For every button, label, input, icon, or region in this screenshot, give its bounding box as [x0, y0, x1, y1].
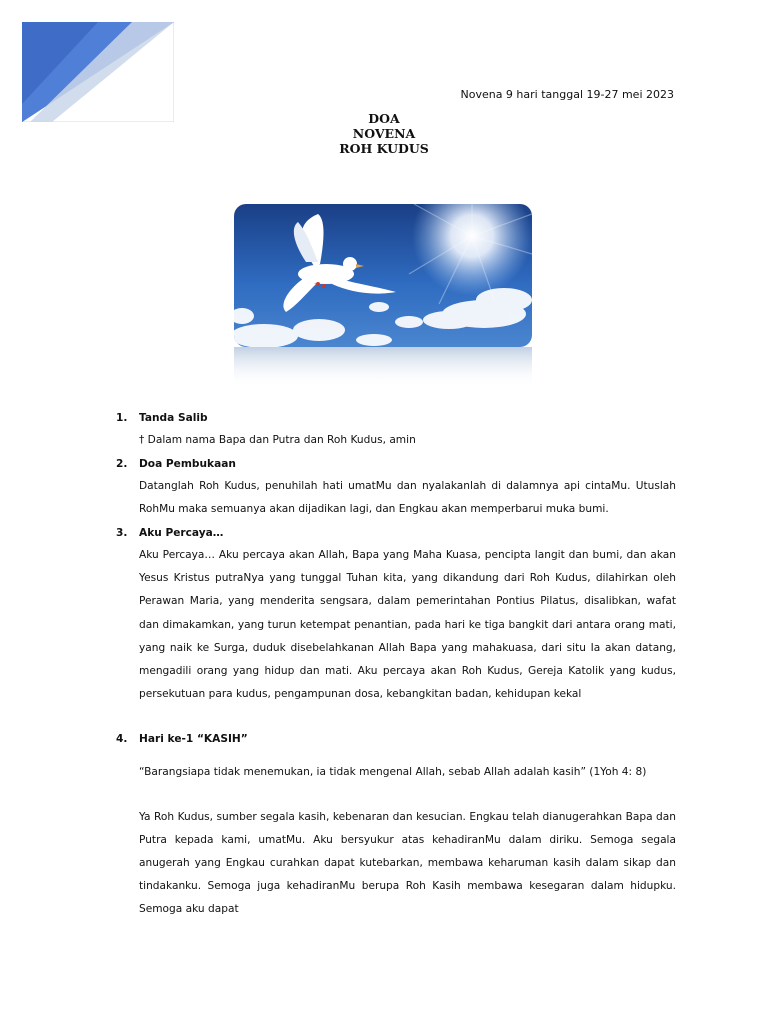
section-title: Doa Pembukaan — [139, 457, 236, 470]
section-number: 3. — [116, 526, 128, 539]
document-body — [116, 406, 676, 922]
title-line: ROH KUDUS — [339, 141, 429, 156]
section-title: Hari ke-1 “KASIH” — [139, 733, 248, 746]
section-title: Aku Percaya… — [139, 526, 224, 539]
section-heading — [116, 728, 676, 751]
section-heading — [116, 406, 676, 429]
page-title — [0, 111, 768, 156]
section-paragraph: Datanglah Roh Kudus, penuhilah hati umatMu dan nyalakanlah di dalamnya api cintaMu. Utuslah RohMu maka semuanya akan dijadikan lagi, dan Engkau akan memperbarui muka bumi. — [139, 480, 676, 516]
dove-sky-image — [234, 204, 532, 388]
section-heading — [116, 452, 676, 475]
corner-decoration — [22, 22, 174, 122]
scripture-quote: “Barangsiapa tidak menemukan, ia tidak mengenal Allah, sebab Allah adalah kasih” (1Yoh 4: 8) — [139, 765, 647, 778]
header-note: Novena 9 hari tanggal 19-27 mei 2023 — [460, 88, 674, 101]
section-paragraph: Aku Percaya… Aku percaya akan Allah, Bapa yang Maha Kuasa, pencipta langit dan bumi, dan akan Yesus Kristus putraNya yang tunggal Tuhan kita, yang dikandung dari Roh Kudus, dilahirkan oleh Perawan Maria, yang menderita sengsara, dalam pemerintahan Pontius Pilatus, disalibkan, wafat dan dimakamkan, yang turun ketempat penantian, pada hari ke tiga bangkit dari antara orang mati, yang naik ke Surga, duduk disebelahkanan Allah Bapa yang mahakuasa, dari situ Ia akan datang, mengadili orang yang hidup dan mati. Aku percaya akan Roh Kudus, Gereja Katolik yang kudus, persekutuan para kudus, pengampunan dosa, kebangkitan badan, kehidupan kekal — [139, 549, 676, 700]
section-paragraph: † Dalam nama Bapa dan Putra dan Roh Kudus, amin — [139, 434, 416, 446]
section-heading — [116, 521, 676, 544]
title-line: NOVENA — [352, 126, 416, 141]
title-line: DOA — [368, 111, 400, 126]
section-title: Tanda Salib — [139, 411, 208, 424]
section-number: 2. — [116, 457, 128, 470]
section-number: 4. — [116, 733, 128, 746]
section-number: 1. — [116, 411, 128, 424]
section-paragraph: Ya Roh Kudus, sumber segala kasih, kebenaran dan kesucian. Engkau telah dianugerahkan Bapa dan Putra kepada kami, umatMu. Aku bersyukur atas kehadiranMu dalam diriku. Semoga segala anugerah yang Engkau curahkan dapat kutebarkan, membawa keharuman kasih dalam sikap dan tindakanku. Semoga juga kehadiranMu berupa Roh Kasih membawa kesegaran dalam hidupku. Semoga aku dapat — [139, 811, 676, 916]
